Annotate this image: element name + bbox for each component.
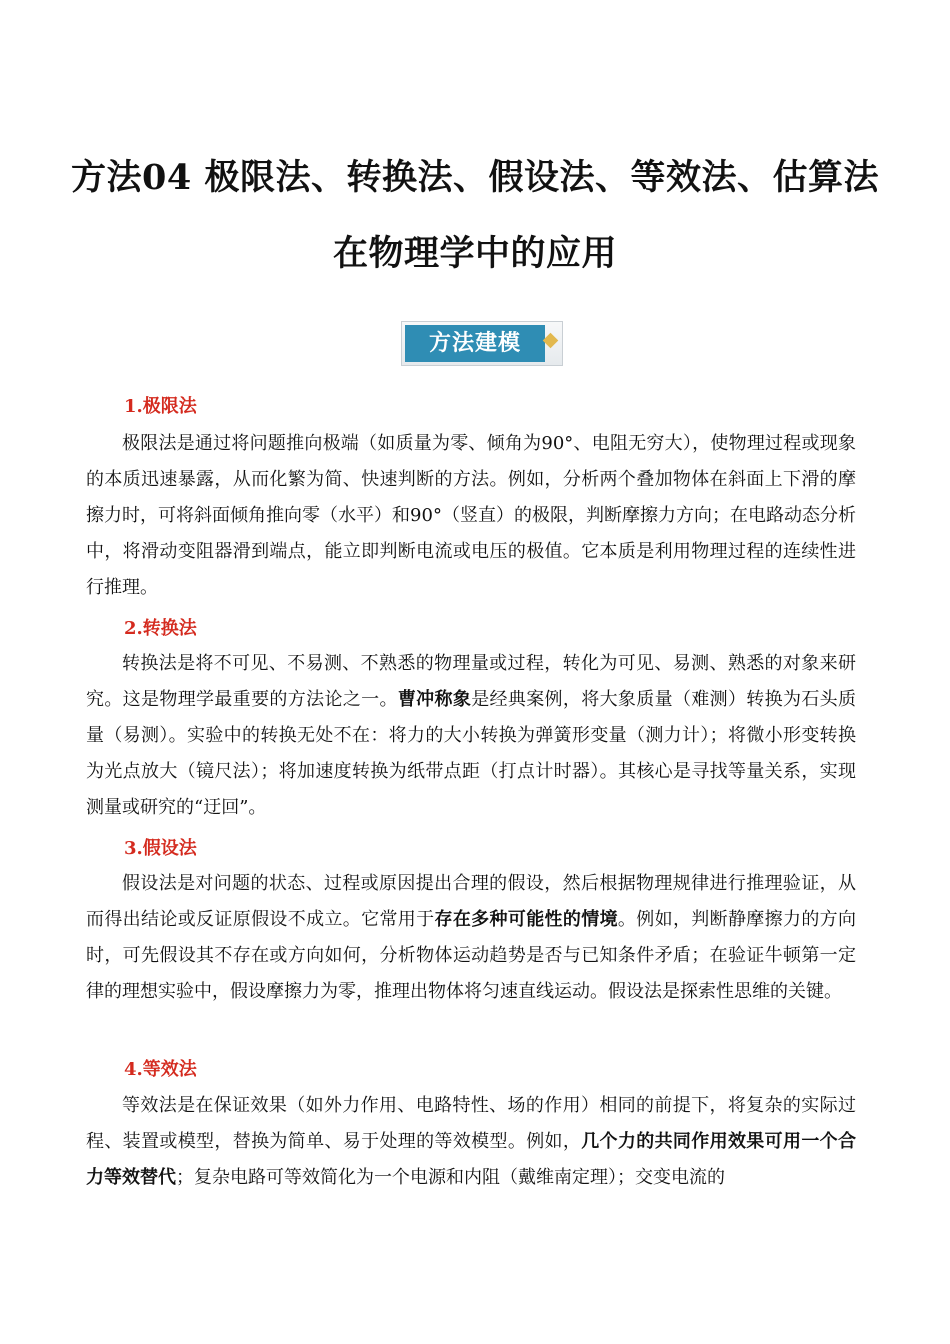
paragraph-text: 等效法是在保证效果（如外力作用、电路特性、场的作用）相同的前提下，将复杂的实际过程、装置或模型，替换为简单、易于处理的等效模型。例如， [86, 1095, 856, 1152]
paragraph-text: 极限法是通过将问题推向极端（如质量为零、倾角为90°、电阻无穷大），使物理过程或现象的本质迅速暴露，从而化繁为简、快速判断的方法。例如，分析两个叠加物体在斜面上下滑的摩擦力时，可将斜面倾角推向零（水平）和90°（竖直）的极限，判断摩擦力方向；在电路动态分析中，将滑动变阻器滑到端点，能立即判断电流或电压的极值。它本质是利用物理过程的连续性进行推理。 [86, 433, 856, 598]
section-paragraph-conversion-method [86, 646, 856, 826]
section-paragraph-hypothesis-method [86, 866, 856, 1010]
bold-emphasis: 存在多种可能性的情境 [434, 909, 618, 930]
section-heading-limit-method: 1.极限法 [124, 396, 197, 417]
banner-label: 方法建模 [405, 325, 545, 362]
paragraph-text: 。例如，判断静摩擦力的方向时，可先假设其不存在或方向如何，分析物体运动趋势是否与已知条件矛盾；在验证牛顿第一定律的理想实验中，假设摩擦力为零，推理出物体将匀速直线运动。假设法是探索性思维的关键。 [86, 909, 857, 1002]
bold-emphasis: 曹冲称象 [397, 689, 472, 710]
section-paragraph-equivalence-method [86, 1088, 856, 1196]
paragraph-text: 假设法是对问题的状态、过程或原因提出合理的假设，然后根据物理规律进行推理验证，从而得出结论或反证原假设不成立。它常用于 [86, 873, 856, 930]
paragraph-text: ；复杂电路可等效简化为一个电源和内阻（戴维南定理）；交变电流的 [176, 1167, 725, 1188]
page-title: 方法04 极限法、转换法、假设法、等效法、估算法在物理学中的应用 [71, 157, 879, 274]
section-paragraph-limit-method [86, 426, 856, 606]
paragraph-text: 是经典案例，将大象质量（难测）转换为石头质量（易测）。实验中的转换无处不在：将力的大小转换为弹簧形变量（测力计）；将微小形变转换为光点放大（镜尺法）；将加速度转换为纸带点距（打点计时器）。其核心是寻找等量关系，实现测量或研究的“迂回”。 [86, 689, 857, 818]
section-heading-hypothesis-method: 3.假设法 [124, 838, 197, 859]
diamond-icon [543, 333, 559, 349]
paragraph-text: 转换法是将不可见、不易测、不熟悉的物理量或过程，转化为可见、易测、熟悉的对象来研究。这是物理学最重要的方法论之一。 [86, 653, 856, 710]
bold-emphasis: 几个力的共同作用效果可用一个合力等效替代 [86, 1131, 856, 1188]
section-heading-conversion-method: 2.转换法 [124, 618, 197, 639]
method-modeling-banner [401, 321, 563, 366]
section-heading-equivalence-method: 4.等效法 [124, 1059, 197, 1080]
